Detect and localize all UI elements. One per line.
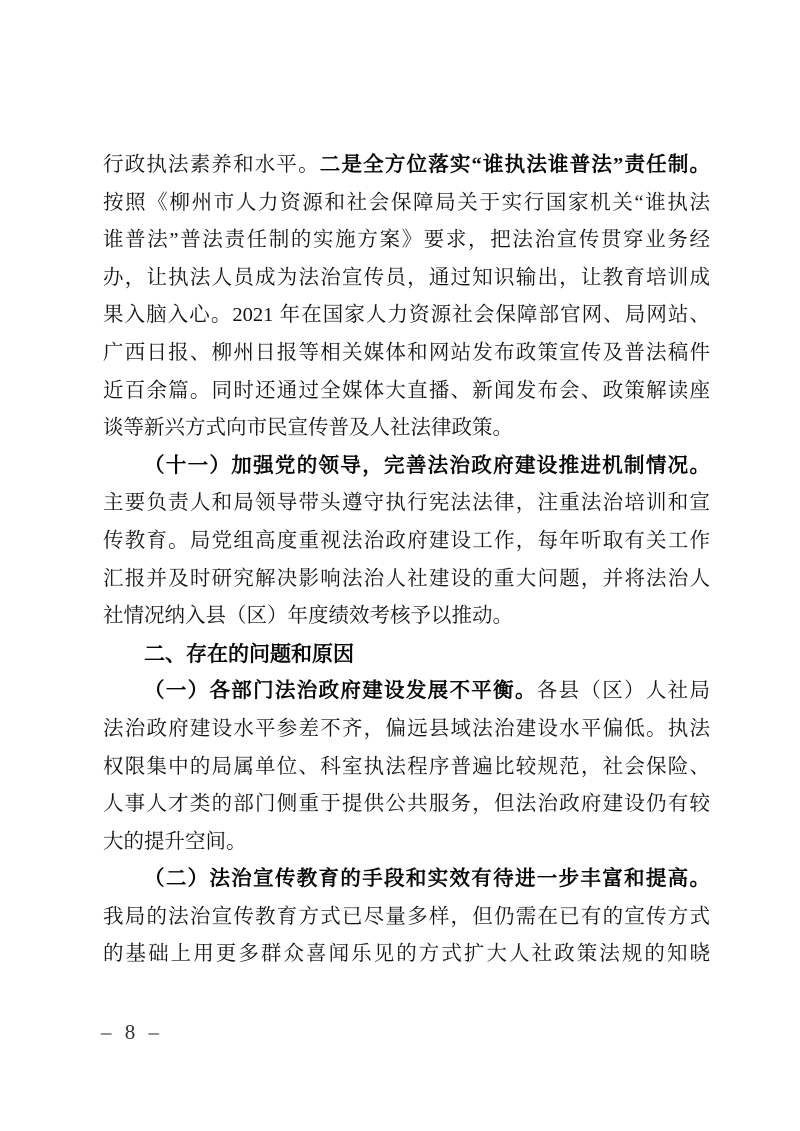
text-line	[103, 749, 710, 787]
text-run: 人事人才类的部门侧重于提供公共服务，但法治政府建设仍有较	[103, 793, 710, 816]
text-line	[103, 899, 710, 937]
text-run: 各县（区）人社局	[536, 680, 711, 703]
text-line	[103, 598, 710, 636]
bold-text-run: （二）法治宣传教育的手段和实效有待进一步丰富和提高。	[144, 868, 710, 891]
text-line	[103, 185, 710, 223]
text-run: 谈等新兴方式向市民宣传普及人社法律政策。	[103, 417, 513, 440]
text-line	[103, 297, 710, 335]
text-line	[103, 373, 710, 411]
text-run: 按照《柳州市人力资源和社会保障局关于实行国家机关“谁执法	[103, 191, 710, 214]
text-run: 传教育。局党组高度重视法治政府建设工作，每年听取有关工作	[103, 529, 710, 552]
text-line	[103, 861, 710, 899]
bold-text-run: 二是全方位落实“谁执法谁普法”责任制。	[319, 154, 711, 176]
text-line	[103, 936, 710, 974]
bold-text-run: 二、存在的问题和原因	[144, 642, 354, 666]
text-run: 办，让执法人员成为法治宣传员，通过知识输出，让教育培训成	[103, 266, 710, 289]
text-run: 社情况纳入县（区）年度绩效考核予以推动。	[103, 605, 513, 628]
text-line	[103, 786, 710, 824]
text-line	[103, 222, 710, 260]
text-line	[103, 561, 710, 599]
text-line	[103, 335, 710, 373]
text-run: 果入脑入心。2021 年在国家人力资源社会保障部官网、局网站、	[103, 304, 710, 327]
text-line	[103, 485, 710, 523]
text-run: 权限集中的局属单位、科室执法程序普遍比较规范，社会保险、	[103, 755, 710, 778]
section-heading	[103, 636, 710, 674]
text-line	[103, 448, 710, 486]
text-run: 行政执法素养和水平。	[103, 154, 320, 176]
text-run: 汇报并及时研究解决影响法治人社建设的重大问题，并将法治人	[103, 567, 710, 590]
text-run: 近百余篇。同时还通过全媒体大直播、新闻发布会、政策解读座	[103, 379, 710, 402]
text-line	[103, 260, 710, 298]
text-line	[103, 711, 710, 749]
page-number: – 8 –	[101, 1020, 163, 1044]
text-run: 谁普法”普法责任制的实施方案》要求，把法治宣传贯穿业务经	[103, 229, 710, 252]
bold-text-run: （十一）加强党的领导，完善法治政府建设推进机制情况。	[144, 454, 710, 477]
text-run: 大的提升空间。	[103, 830, 247, 853]
text-run: 主要负责人和局领导带头遵守执行宪法法律，注重法治培训和宣	[103, 492, 710, 515]
text-line	[103, 410, 710, 448]
bold-text-run: （一）各部门法治政府建设发展不平衡。	[144, 680, 537, 703]
text-run: 我局的法治宣传教育方式已尽量多样，但仍需在已有的宣传方式	[103, 905, 710, 928]
text-line	[103, 523, 710, 561]
text-line	[103, 824, 710, 862]
text-block	[103, 147, 710, 974]
text-run: 的基础上用更多群众喜闻乐见的方式扩大人社政策法规的知晓	[103, 943, 710, 966]
text-line	[103, 147, 710, 185]
text-run: 法治政府建设水平参差不齐，偏远县域法治建设水平偏低。执法	[103, 717, 710, 740]
text-line	[103, 673, 710, 711]
text-run: 广西日报、柳州日报等相关媒体和网站发布政策宣传及普法稿件	[103, 341, 710, 364]
